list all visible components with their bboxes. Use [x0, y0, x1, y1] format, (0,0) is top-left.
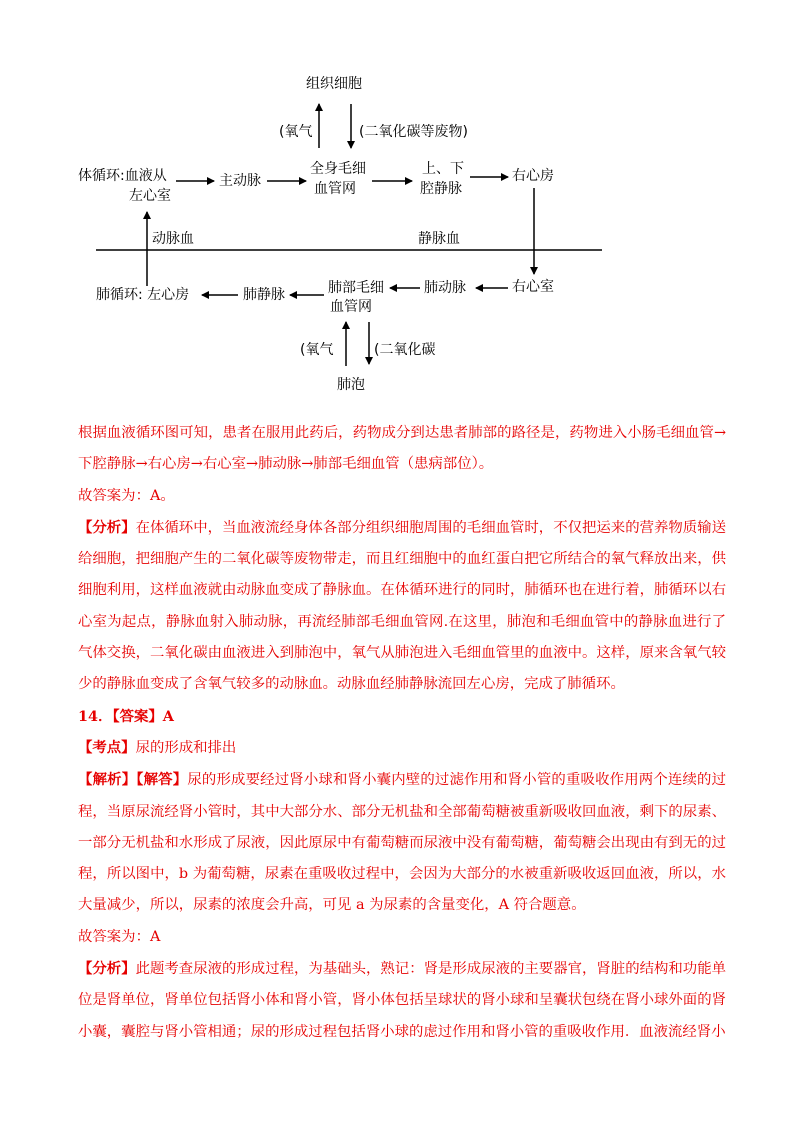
jiexi-tag: 【解析】【解答】 — [78, 771, 188, 789]
paragraph-kaodian — [78, 732, 726, 764]
paragraph-path: 根据血液循环图可知，患者在服用此药后，药物成分到达患者肺部的路径是，药物进入小肠毛细血管→下腔静脉→右心房→右心室→肺动脉→肺部毛细血管（患病部位）。 — [78, 425, 726, 473]
question-14-answer: 14．【答案】A — [78, 707, 174, 725]
answer-text-body — [78, 418, 726, 1048]
co2-waste-label: (二氧化碳等废物) — [359, 124, 468, 140]
venous-blood-label: 静脉血 — [418, 231, 460, 247]
vena-cava-line2: 腔静脉 — [420, 181, 462, 197]
lung-cap-line2: 血管网 — [330, 299, 372, 315]
kaodian-text: 尿的形成和排出 — [135, 739, 237, 756]
jiexi-text: 尿的形成要经过肾小球和肾小囊内壁的过滤作用和肾小管的重吸收作用两个连续的过程，当原尿流经肾小管时，其中大部分水、部分无机盐和全部葡萄糖被重新吸收回血液，剩下的尿素、一部分无机盐和水形成了尿液，因此原尿中有葡萄糖而尿液中没有葡萄糖，葡萄糖会出现由有到无的过程，所以图中，b 为葡萄糖，尿素在重吸收过程中，会因为大部分的水被重新吸收返回血液，所以，水大量减少，所以，尿素的浓度会升高，可见 a 为尿素的含量变化，A 符合题意。 — [78, 772, 726, 914]
pulmonary-artery-label: 肺动脉 — [424, 280, 466, 296]
pulmonary-left-label: 肺循环: 左心房 — [96, 287, 190, 303]
alveoli-label: 肺泡 — [337, 377, 365, 393]
oxygen-bottom-label: (氧气 — [300, 342, 334, 358]
paragraph-jiexi — [78, 764, 726, 921]
body-cap-line2: 血管网 — [314, 181, 356, 197]
blood-circulation-diagram — [0, 0, 800, 410]
tissue-cells-label: 组织细胞 — [306, 76, 362, 92]
analysis-tag: 【分析】 — [78, 518, 136, 536]
vena-cava-line1: 上、下 — [422, 161, 464, 177]
paragraph-analysis-2 — [78, 953, 726, 1048]
systemic-label-line1: 体循环:血液从 — [78, 168, 167, 184]
systemic-label-line2: 左心室 — [129, 188, 171, 204]
aorta-label: 主动脉 — [219, 173, 261, 189]
arterial-blood-label: 动脉血 — [152, 231, 194, 247]
right-ventricle-label: 右心室 — [512, 279, 554, 295]
paragraph-answer-2: 故答案为：A — [78, 928, 161, 945]
body-cap-line1: 全身毛细 — [310, 161, 366, 177]
kaodian-tag: 【考点】 — [78, 738, 136, 756]
paragraph-answer: 故答案为：A。 — [78, 487, 175, 504]
paragraph-analysis — [78, 512, 726, 701]
analysis2-tag: 【分析】 — [78, 960, 136, 978]
analysis2-text: 此题考查尿液的形成过程，为基础头，熟记：肾是形成尿液的主要器官，肾脏的结构和功能单位是肾单位，肾单位包括肾小体和肾小管，肾小体包括呈球状的肾小球和呈囊状包绕在肾小球外面的肾小囊，囊腔与肾小管相通；尿的形成过程包括肾小球的虑过作用和肾小管的重吸收作用．血液流经肾小 — [78, 961, 726, 1040]
co2-bottom-label: (二氧化碳 — [374, 342, 436, 358]
pulmonary-vein-label: 肺静脉 — [243, 287, 285, 303]
oxygen-top-label: (氧气 — [279, 124, 313, 140]
lung-cap-line1: 肺部毛细 — [328, 280, 384, 296]
analysis-text: 在体循环中，当血液流经身体各部分组织细胞周围的毛细血管时，不仅把运来的营养物质输送给细胞，把细胞产生的二氧化碳等废物带走，而且红细胞中的血红蛋白把它所结合的氧气释放出来，供细胞利用，这样血液就由动脉血变成了静脉血。在体循环进行的同时，肺循环也在进行着，肺循环以右心室为起点，静脉血射入肺动脉，再流经肺部毛细血管网.在这里，肺泡和毛细血管中的静脉血进行了气体交换，二氧化碳由血液进入到肺泡中，氧气从肺泡进入毛细血管里的血液中。这样，原来含氧气较少的静脉血变成了含氧气较多的动脉血。动脉血经肺静脉流回左心房，完成了肺循环。 — [78, 519, 726, 693]
right-atrium-label: 右心房 — [512, 168, 554, 184]
